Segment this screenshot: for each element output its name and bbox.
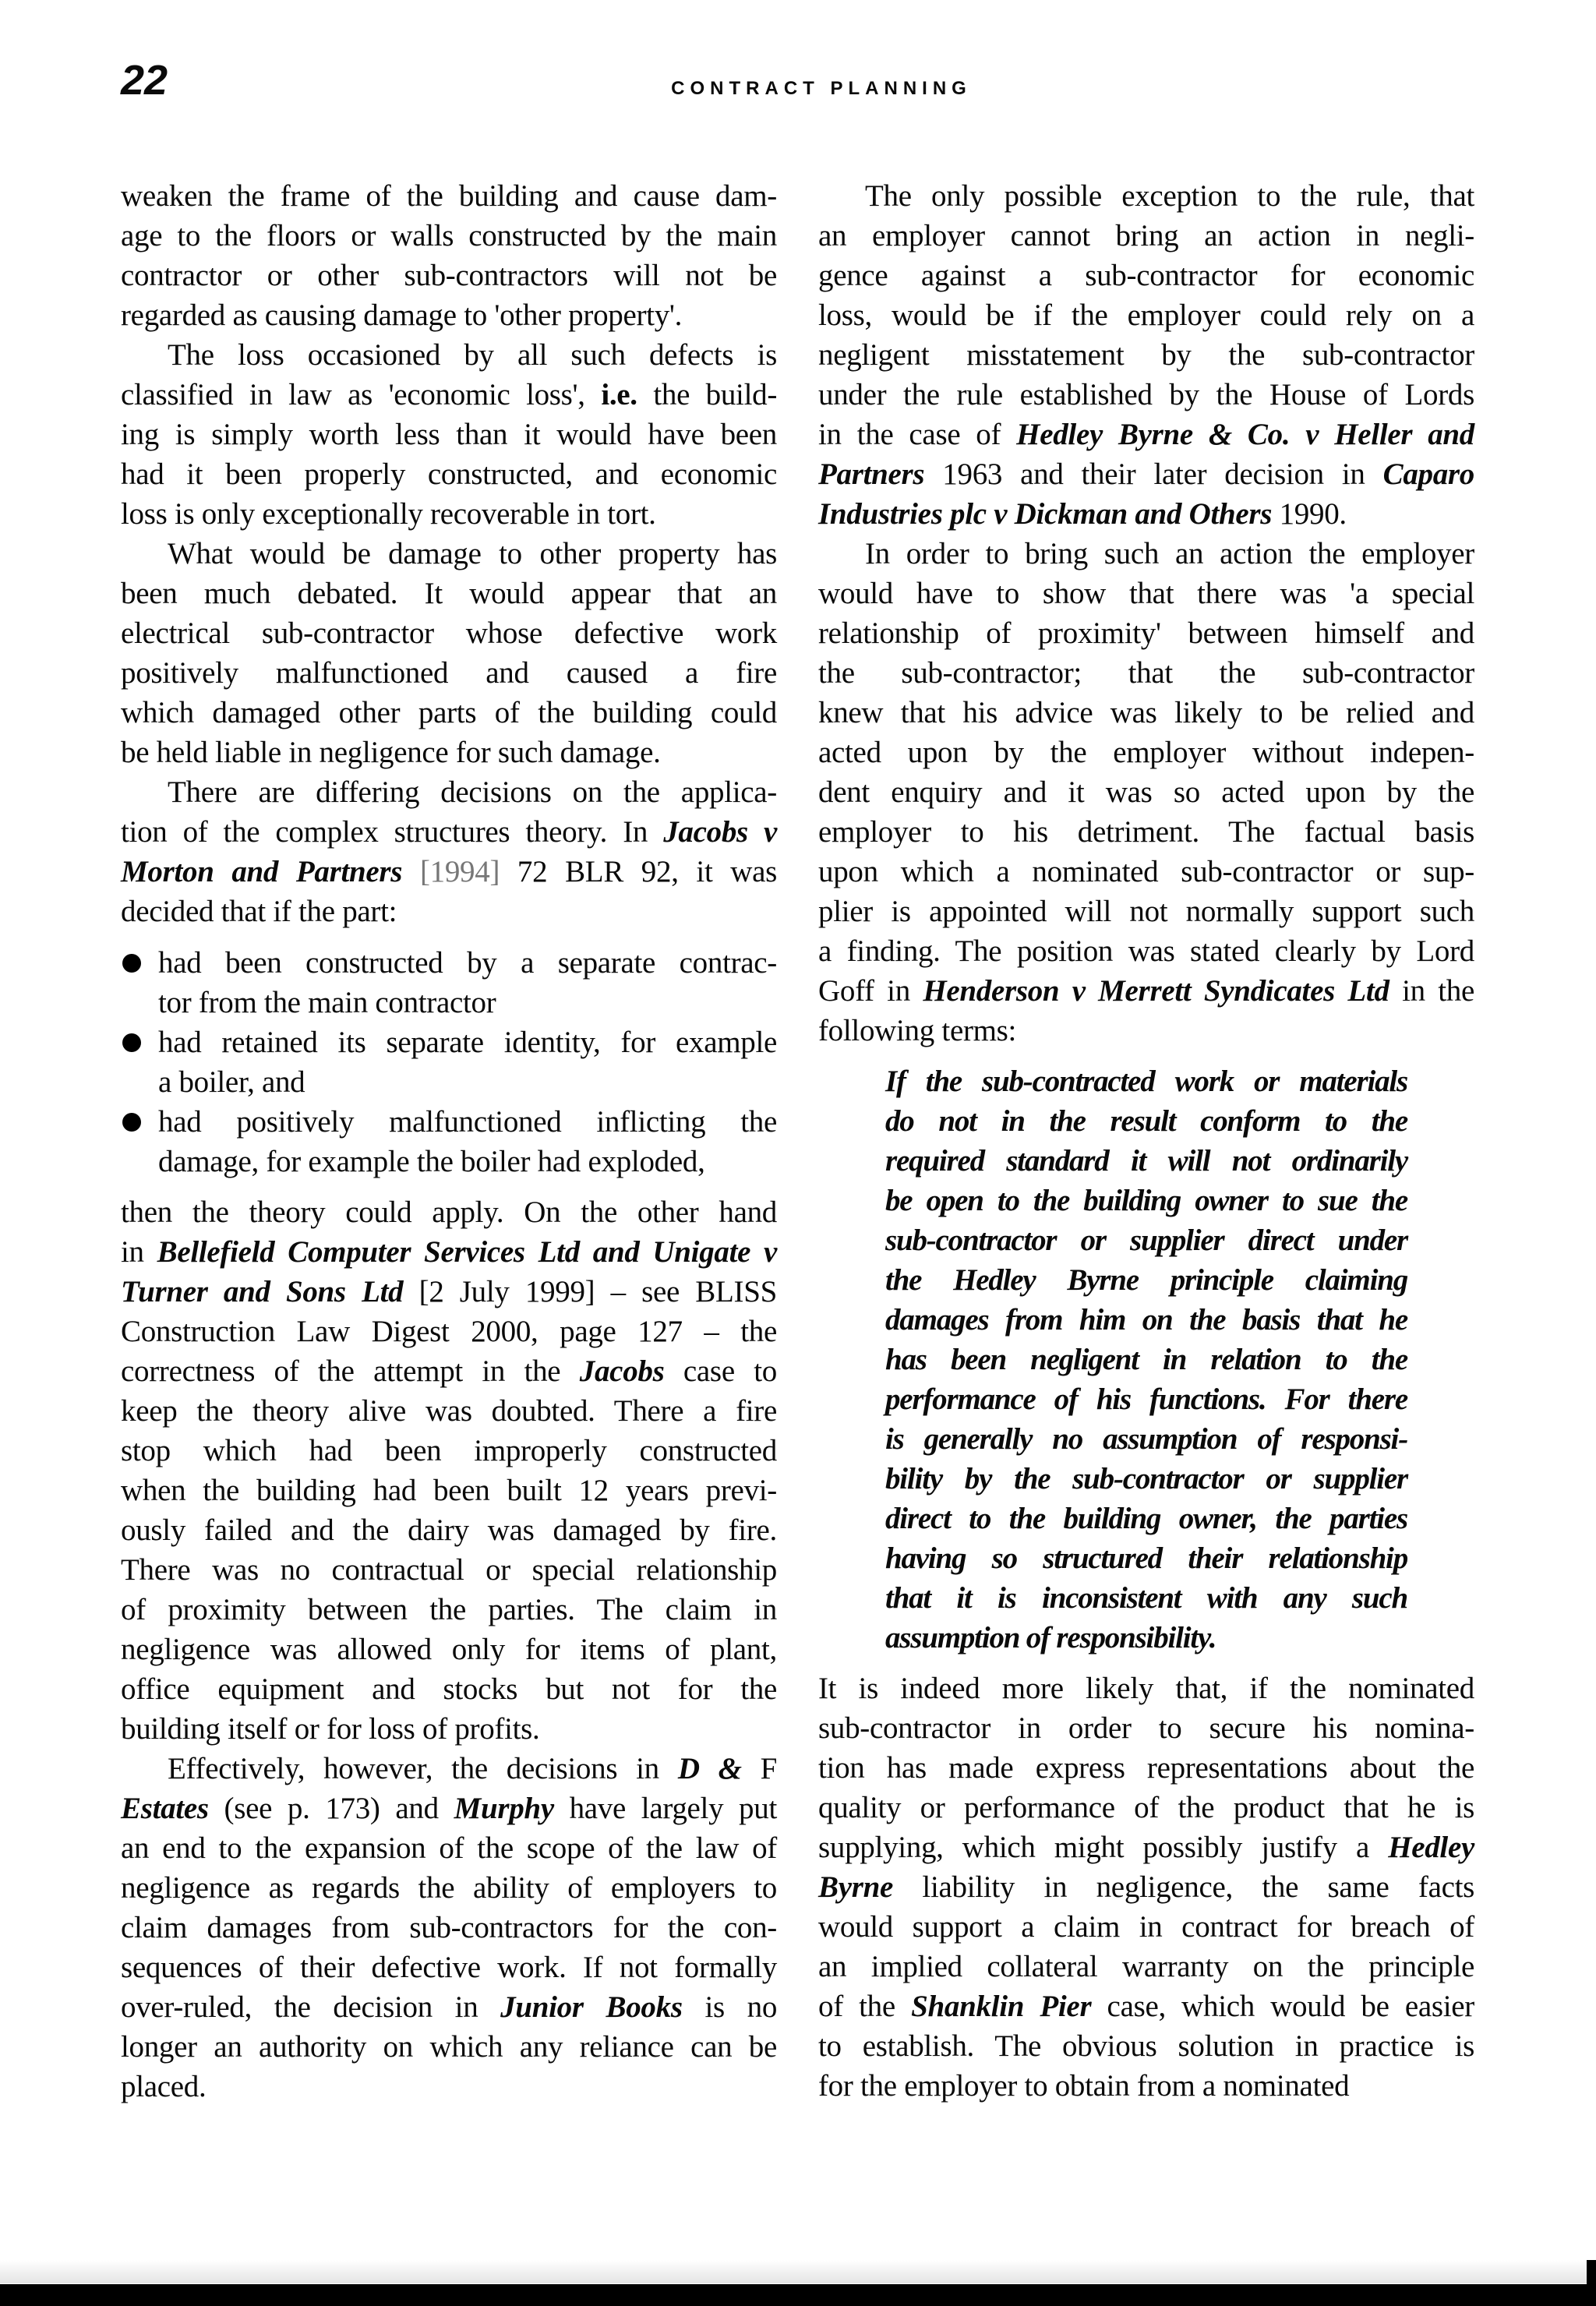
text-line — [121, 335, 777, 375]
text-run: stop which had been improperly constructed — [121, 1434, 777, 1467]
text-line — [885, 1538, 1407, 1578]
text-run: of proximity between the parties. The claim in — [121, 1593, 777, 1626]
text-run: F — [741, 1752, 777, 1785]
text-line — [121, 1749, 777, 1789]
text-run: having so structured their relationship — [885, 1541, 1407, 1575]
text-line — [818, 1907, 1474, 1947]
text-line — [121, 1630, 777, 1669]
text-run: positively malfunctioned and caused a fire — [121, 656, 777, 690]
text-line — [121, 494, 777, 534]
text-line — [121, 1351, 777, 1391]
text-line — [121, 574, 777, 613]
bullet-icon — [122, 1113, 141, 1132]
text-run: direct to the building owner, the parties — [885, 1502, 1407, 1535]
text-run: had retained its separate identity, for example — [158, 1026, 777, 1059]
text-run: claim damages from sub-contractors for the con- — [121, 1911, 777, 1944]
text-line — [121, 295, 777, 335]
text-run: longer an authority on which any reliance can be — [121, 2030, 777, 2064]
text-line — [121, 852, 777, 892]
text-line — [121, 1868, 777, 1908]
case-name: Jacobs — [579, 1354, 665, 1388]
text-run: a finding. The position was stated clearly by Lord — [818, 934, 1474, 968]
text-run — [402, 855, 420, 888]
paragraph — [121, 534, 777, 772]
text-run: in the — [1389, 974, 1474, 1008]
text-line — [121, 1908, 777, 1948]
text-run: in the case of — [818, 418, 1017, 451]
paragraph — [121, 1749, 777, 2106]
text-line — [818, 772, 1474, 812]
case-name: Caparo — [1382, 457, 1474, 491]
text-run: had it been properly constructed, and economic — [121, 457, 777, 491]
text-run: of the — [818, 1990, 912, 2023]
text-run: What would be damage to other property has — [168, 537, 777, 570]
text-run: case, which would be easier — [1091, 1990, 1474, 2023]
text-line — [818, 812, 1474, 852]
text-line — [818, 534, 1474, 574]
text-line — [885, 1300, 1407, 1340]
text-line — [818, 1748, 1474, 1788]
text-line — [885, 1499, 1407, 1538]
paragraph — [818, 534, 1474, 1051]
text-line — [158, 983, 777, 1022]
right-column — [818, 176, 1474, 2106]
text-run: a boiler, and — [158, 1065, 305, 1099]
case-name: Hedley — [1388, 1831, 1474, 1864]
text-line — [885, 1340, 1407, 1379]
bullet-item — [121, 1022, 777, 1102]
text-line — [121, 1232, 777, 1272]
paragraph — [818, 176, 1474, 534]
text-line — [818, 693, 1474, 733]
text-run: the Hedley Byrne principle claiming — [885, 1263, 1407, 1297]
text-run: regarded as causing damage to 'other property'. — [121, 298, 683, 332]
text-run: that it is inconsistent with any such — [885, 1581, 1407, 1615]
text-run: would have to show that there was 'a special — [818, 577, 1474, 610]
text-run: electrical sub-contractor whose defective work — [121, 616, 777, 650]
bullet-list — [121, 943, 777, 1181]
page-number: 22 — [121, 57, 168, 104]
left-column — [121, 176, 777, 2106]
text-run: when the building had been built 12 years previ- — [121, 1474, 777, 1507]
text-line — [121, 1828, 777, 1868]
text-run: gence against a sub-contractor for economic — [818, 259, 1474, 292]
case-name: Henderson v Merrett Syndicates Ltd — [923, 974, 1389, 1008]
text-run: quality or performance of the product that he is — [818, 1791, 1474, 1824]
text-run: bility by the sub-contractor or supplier — [885, 1462, 1407, 1496]
text-line — [885, 1578, 1407, 1618]
text-line — [121, 1510, 777, 1550]
text-run: an employer cannot bring an action in negli- — [818, 219, 1474, 252]
text-line — [121, 613, 777, 653]
text-run: classified in law as 'economic loss', — [121, 378, 602, 411]
text-line — [818, 295, 1474, 335]
text-line — [885, 1459, 1407, 1499]
text-line — [818, 216, 1474, 256]
scan-shadow — [0, 2260, 1590, 2283]
text-run: acted upon by the employer without indepen- — [818, 736, 1474, 769]
text-line — [121, 415, 777, 454]
paragraph — [121, 772, 777, 931]
text-line — [121, 2027, 777, 2067]
text-run: [1994] — [419, 855, 500, 888]
case-name: D & — [677, 1752, 742, 1785]
text-run: Goff in — [818, 974, 923, 1008]
text-line — [818, 1827, 1474, 1867]
text-run: plier is appointed will not normally support such — [818, 895, 1474, 928]
text-line — [121, 176, 777, 216]
text-run: negligence as regards the ability of employers to — [121, 1871, 777, 1905]
text-run: tion of the complex structures theory. In — [121, 815, 664, 849]
text-run: There was no contractual or special relationship — [121, 1553, 777, 1587]
text-line — [121, 812, 777, 852]
case-name: Partners — [818, 457, 925, 491]
text-run: tion has made express representations about the — [818, 1751, 1474, 1785]
text-line — [885, 1260, 1407, 1300]
text-run: an end to the expansion of the scope of the law of — [121, 1831, 777, 1865]
text-line — [158, 1142, 777, 1181]
text-line — [121, 256, 777, 295]
text-line — [818, 1867, 1474, 1907]
text-run: assumption of responsibility. — [885, 1621, 1216, 1654]
text-line — [818, 494, 1474, 534]
text-run: (see p. 173) and — [208, 1792, 454, 1825]
text-run: supplying, which might possibly justify a — [818, 1831, 1389, 1864]
text-run: loss, would be if the employer could rely on a — [818, 298, 1474, 332]
text-run: negligent misstatement by the sub-contractor — [818, 338, 1474, 372]
text-run: sub-contractor in order to secure his nomina- — [818, 1711, 1474, 1745]
text-line — [818, 415, 1474, 454]
text-run: office equipment and stocks but not for the — [121, 1672, 777, 1706]
text-line — [818, 176, 1474, 216]
text-run: have largely put — [553, 1792, 777, 1825]
text-line — [818, 2066, 1474, 2106]
text-line — [121, 892, 777, 931]
text-line — [818, 931, 1474, 971]
text-run: be open to the building owner to sue the — [885, 1184, 1407, 1217]
bullet-icon — [122, 1033, 141, 1052]
case-name: Estates — [121, 1792, 209, 1825]
text-line — [818, 1788, 1474, 1827]
text-run: In order to bring such an action the employer — [865, 537, 1474, 570]
text-run: upon which a nominated sub-contractor or sup- — [818, 855, 1474, 888]
text-run: an implied collateral warranty on the principle — [818, 1950, 1474, 1983]
text-run: to establish. The obvious solution in practice is — [818, 2029, 1474, 2063]
text-run: Construction Law Digest 2000, page 127 – the — [121, 1315, 777, 1348]
bold-text: i.e. — [601, 378, 637, 411]
text-run: negligence was allowed only for items of plant, — [121, 1633, 777, 1666]
text-run: 1990. — [1272, 497, 1347, 531]
case-name: Byrne — [818, 1870, 894, 1904]
text-run: age to the floors or walls constructed by the main — [121, 219, 777, 252]
text-line — [818, 1669, 1474, 1708]
text-line — [158, 1022, 777, 1062]
text-run: correctness of the attempt in the — [121, 1354, 580, 1388]
text-run: sequences of their defective work. If not formally — [121, 1951, 777, 1984]
case-name: Turner and Sons Ltd — [121, 1275, 404, 1308]
text-line — [121, 1391, 777, 1431]
text-run: which damaged other parts of the building could — [121, 696, 777, 729]
text-line — [885, 1141, 1407, 1181]
text-line — [818, 613, 1474, 653]
text-run: ously failed and the dairy was damaged by fire. — [121, 1513, 777, 1547]
text-line — [818, 1011, 1474, 1051]
text-run: keep the theory alive was doubted. There a fire — [121, 1394, 777, 1428]
scan-border — [0, 2284, 1596, 2306]
text-line — [121, 1272, 777, 1312]
text-run: relationship of proximity' between himself and — [818, 616, 1474, 650]
text-run: over-ruled, the decision in — [121, 1990, 501, 2024]
bullet-item — [121, 943, 777, 1022]
text-run: contractor or other sub-contractors will not be — [121, 259, 777, 292]
text-run: loss is only exceptionally recoverable in tort. — [121, 497, 656, 531]
block-quote — [885, 1061, 1407, 1658]
text-line — [158, 1062, 777, 1102]
text-line — [818, 2026, 1474, 2066]
paragraph — [121, 335, 777, 534]
text-line — [121, 1550, 777, 1590]
text-line — [121, 1431, 777, 1471]
text-run: required standard it will not ordinarily — [885, 1144, 1407, 1178]
text-run: under the rule established by the House of Lords — [818, 378, 1474, 411]
text-line — [885, 1419, 1407, 1459]
text-line — [121, 1987, 777, 2027]
text-run: liability in negligence, the same facts — [893, 1870, 1474, 1904]
text-line — [158, 943, 777, 983]
bullet-icon — [122, 954, 141, 973]
text-line — [121, 375, 777, 415]
text-run: employer to his detriment. The factual basis — [818, 815, 1474, 849]
paragraph — [121, 176, 777, 335]
text-run: following terms: — [818, 1014, 1017, 1047]
text-line — [818, 335, 1474, 375]
text-line — [158, 1102, 777, 1142]
text-run: is generally no assumption of responsi- — [885, 1422, 1407, 1456]
text-run: placed. — [121, 2070, 207, 2103]
text-line — [121, 1312, 777, 1351]
text-run: has been negligent in relation to the — [885, 1343, 1407, 1376]
paragraph — [121, 1192, 777, 1749]
text-line — [121, 534, 777, 574]
text-run: had positively malfunctioned inflicting the — [158, 1105, 777, 1139]
text-run: then the theory could apply. On the other hand — [121, 1195, 777, 1229]
paragraph — [818, 1669, 1474, 2106]
text-run: If the sub-contracted work or materials — [885, 1065, 1407, 1098]
text-line — [121, 653, 777, 693]
text-line — [121, 1709, 777, 1749]
text-run: building itself or for loss of profits. — [121, 1712, 540, 1746]
text-line — [121, 733, 777, 772]
text-run: The loss occasioned by all such defects is — [168, 338, 777, 372]
text-run: The only possible exception to the rule, that — [865, 179, 1474, 213]
case-name: Shanklin Pier — [911, 1990, 1092, 2023]
text-run: ing is simply worth less than it would have been — [121, 418, 777, 451]
text-run: for the employer to obtain from a nominated — [818, 2069, 1350, 2103]
text-run: would support a claim in contract for breach of — [818, 1910, 1474, 1944]
case-name: Hedley Byrne & Co. v Heller and — [1016, 418, 1474, 451]
case-name: Jacobs v — [663, 815, 777, 849]
text-run: It is indeed more likely that, if the nominated — [818, 1672, 1474, 1705]
text-line — [818, 1986, 1474, 2026]
text-run: [2 July 1999] – see BLISS — [403, 1275, 777, 1308]
text-run: performance of his functions. For there — [885, 1383, 1407, 1416]
text-run: case to — [664, 1354, 778, 1388]
case-name: Industries plc v Dickman and Others — [818, 497, 1273, 531]
text-run: There are differing decisions on the applica- — [168, 775, 777, 809]
text-run: sub-contractor or supplier direct under — [885, 1224, 1407, 1257]
text-line — [121, 693, 777, 733]
text-run: the sub-contractor; that the sub-contractor — [818, 656, 1474, 690]
text-line — [121, 1669, 777, 1709]
text-line — [818, 256, 1474, 295]
text-run: 72 BLR 92, it was — [500, 855, 777, 888]
text-run: damage, for example the boiler had exploded, — [158, 1145, 705, 1178]
text-line — [121, 216, 777, 256]
text-line — [121, 772, 777, 812]
text-line — [818, 852, 1474, 892]
text-line — [818, 1947, 1474, 1986]
text-run: damages from him on the basis that he — [885, 1303, 1407, 1337]
case-name: Murphy — [454, 1792, 554, 1825]
text-line — [121, 1948, 777, 1987]
text-line — [818, 1708, 1474, 1748]
text-run: knew that his advice was likely to be relied and — [818, 696, 1474, 729]
text-line — [818, 653, 1474, 693]
text-line — [121, 454, 777, 494]
text-line — [885, 1618, 1407, 1658]
text-line — [885, 1101, 1407, 1141]
case-name: Junior Books — [500, 1990, 683, 2024]
text-run: been much debated. It would appear that an — [121, 577, 777, 610]
text-line — [818, 375, 1474, 415]
text-run: had been constructed by a separate contrac- — [158, 946, 777, 980]
text-line — [121, 1789, 777, 1828]
text-line — [885, 1379, 1407, 1419]
text-run: the build- — [637, 378, 777, 411]
text-run: weaken the frame of the building and cause dam- — [121, 179, 777, 213]
text-line — [818, 733, 1474, 772]
text-run: tor from the main contractor — [158, 986, 496, 1019]
text-run: do not in the result conform to the — [885, 1104, 1407, 1138]
text-run: dent enquiry and it was so acted upon by the — [818, 775, 1474, 809]
text-run: decided that if the part: — [121, 895, 397, 928]
bullet-item — [121, 1102, 777, 1181]
text-run: be held liable in negligence for such damage. — [121, 736, 661, 769]
case-name: Morton and Partners — [121, 855, 403, 888]
text-line — [121, 2067, 777, 2106]
text-run: 1963 and their later decision in — [924, 457, 1383, 491]
text-line — [885, 1220, 1407, 1260]
text-run: is no — [682, 1990, 778, 2024]
running-title: CONTRACT PLANNING — [671, 78, 972, 99]
text-line — [885, 1061, 1407, 1101]
scan-edge-mark — [1587, 2260, 1596, 2291]
text-line — [121, 1471, 777, 1510]
text-line — [121, 1192, 777, 1232]
text-run: Effectively, however, the decisions in — [168, 1752, 678, 1785]
case-name: Bellefield Computer Services Ltd and Unigate v — [157, 1235, 778, 1269]
text-line — [818, 454, 1474, 494]
text-line — [121, 1590, 777, 1630]
text-line — [818, 971, 1474, 1011]
text-line — [885, 1181, 1407, 1220]
text-line — [818, 892, 1474, 931]
text-line — [818, 574, 1474, 613]
text-run: in — [121, 1235, 157, 1269]
